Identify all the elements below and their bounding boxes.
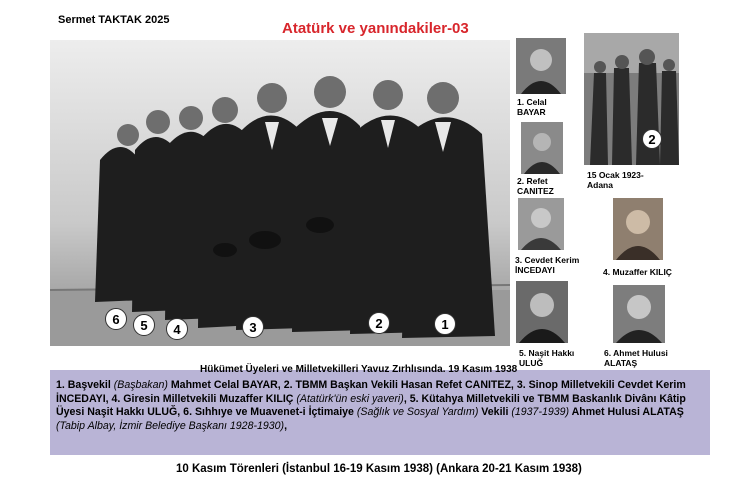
photo-number-1: 1 — [434, 313, 456, 335]
caption-line: 1. Celal — [517, 97, 547, 107]
portrait-refet-canitez — [521, 122, 563, 174]
photo-number-6: 6 — [105, 308, 127, 330]
photo-number-2: 2 — [368, 312, 390, 334]
caption-celal-bayar — [517, 97, 547, 117]
photo-number-3: 3 — [242, 316, 264, 338]
description-text: , 5. Kütahya Milletvekili ve TBMM Baskanlık Divânı Kâtip Üyesi Naşit Hakkı ULUĞ, 6. Sıhhıye ve Muavenet-i İçtimaiye — [56, 392, 686, 419]
caption-line: Adana — [587, 180, 613, 190]
main-group-photo — [50, 40, 510, 346]
caption-ahmet-hulusi-alatas — [604, 348, 668, 368]
caption-line: ULUĞ — [519, 358, 544, 368]
group-photo-badge: 2 — [642, 129, 662, 149]
author-credit: Sermet TAKTAK 2025 — [58, 14, 170, 26]
portrait-cevdet-kerim-incedayi — [518, 198, 564, 250]
description-text: , — [284, 419, 288, 432]
portrait-image — [521, 122, 563, 174]
portrait-image — [516, 281, 568, 343]
portrait-image — [613, 198, 663, 260]
caption-muzaffer-kilic — [603, 267, 672, 277]
description-text: Vekili — [478, 406, 512, 419]
caption-line: 3. Cevdet Kerim — [515, 255, 580, 265]
portrait-celal-bayar — [516, 38, 566, 94]
caption-line: ALATAŞ — [604, 358, 638, 368]
caption-line: BAYAR — [517, 107, 546, 117]
description-text: 1. Başvekil — [56, 379, 114, 391]
description-note: (Tabip Albay, İzmir Belediye Başkanı 1928-1930) — [56, 419, 285, 432]
description-text: Ahmet Hulusi ALATAŞ — [569, 406, 684, 419]
description-note: (Sağlık ve Sosyal Yardım) — [356, 406, 479, 419]
page-title: Atatürk ve yanındakiler-03 — [282, 20, 469, 37]
photo-caption: Hükümet Üyeleri ve Milletvekilleri Yavuz Zırhlısında. 19 Kasım 1938 — [200, 364, 518, 375]
caption-line: 5. Naşit Hakkı — [519, 348, 575, 358]
description-text: Mahmet Celal BAYAR, 2. TBMM Başkan Vekili Hasan Refet CANITEZ, 3. Sinop Milletvekili Cevdet Kerim İNCEDAYI, 4. Giresin Milletvekili Muzaffer KILIÇ — [56, 379, 686, 405]
description-note: (Atatürk'ün eski yaveri) — [296, 392, 404, 405]
portrait-nasit-hakki-ulug — [516, 281, 568, 343]
portrait-image — [516, 38, 566, 94]
description-box — [50, 370, 710, 455]
caption-line: 6. Ahmet Hulusi — [604, 348, 668, 358]
caption-line: 2. Refet — [517, 176, 548, 186]
photo-number-5: 5 — [133, 314, 155, 336]
caption-line: 15 Ocak 1923- — [587, 170, 644, 180]
portrait-muzaffer-kilic — [613, 198, 663, 260]
portrait-image — [518, 198, 564, 250]
caption-line: 4. Muzaffer KILIÇ — [603, 267, 672, 277]
caption-line: İNCEDAYI — [515, 265, 555, 275]
portrait-ahmet-hulusi-alatas — [613, 285, 665, 343]
description-note: (Başbakan) — [113, 379, 168, 391]
caption-line: CANITEZ — [517, 186, 554, 196]
group-photo-1923 — [584, 33, 679, 165]
portrait-image — [613, 285, 665, 343]
caption-nasit-hakki-ulug — [519, 348, 574, 368]
photo-number-4: 4 — [166, 318, 188, 340]
caption-group-photo — [587, 170, 644, 190]
caption-cevdet-kerim-incedayi — [515, 255, 579, 275]
main-photo-image — [50, 40, 510, 346]
caption-refet-canitez — [517, 176, 554, 196]
footer-text: 10 Kasım Törenleri (İstanbul 16-19 Kasım 1938) (Ankara 20-21 Kasım 1938) — [176, 463, 582, 475]
description-note: (1937-1939) — [511, 406, 570, 419]
group-photo-image — [584, 33, 679, 165]
